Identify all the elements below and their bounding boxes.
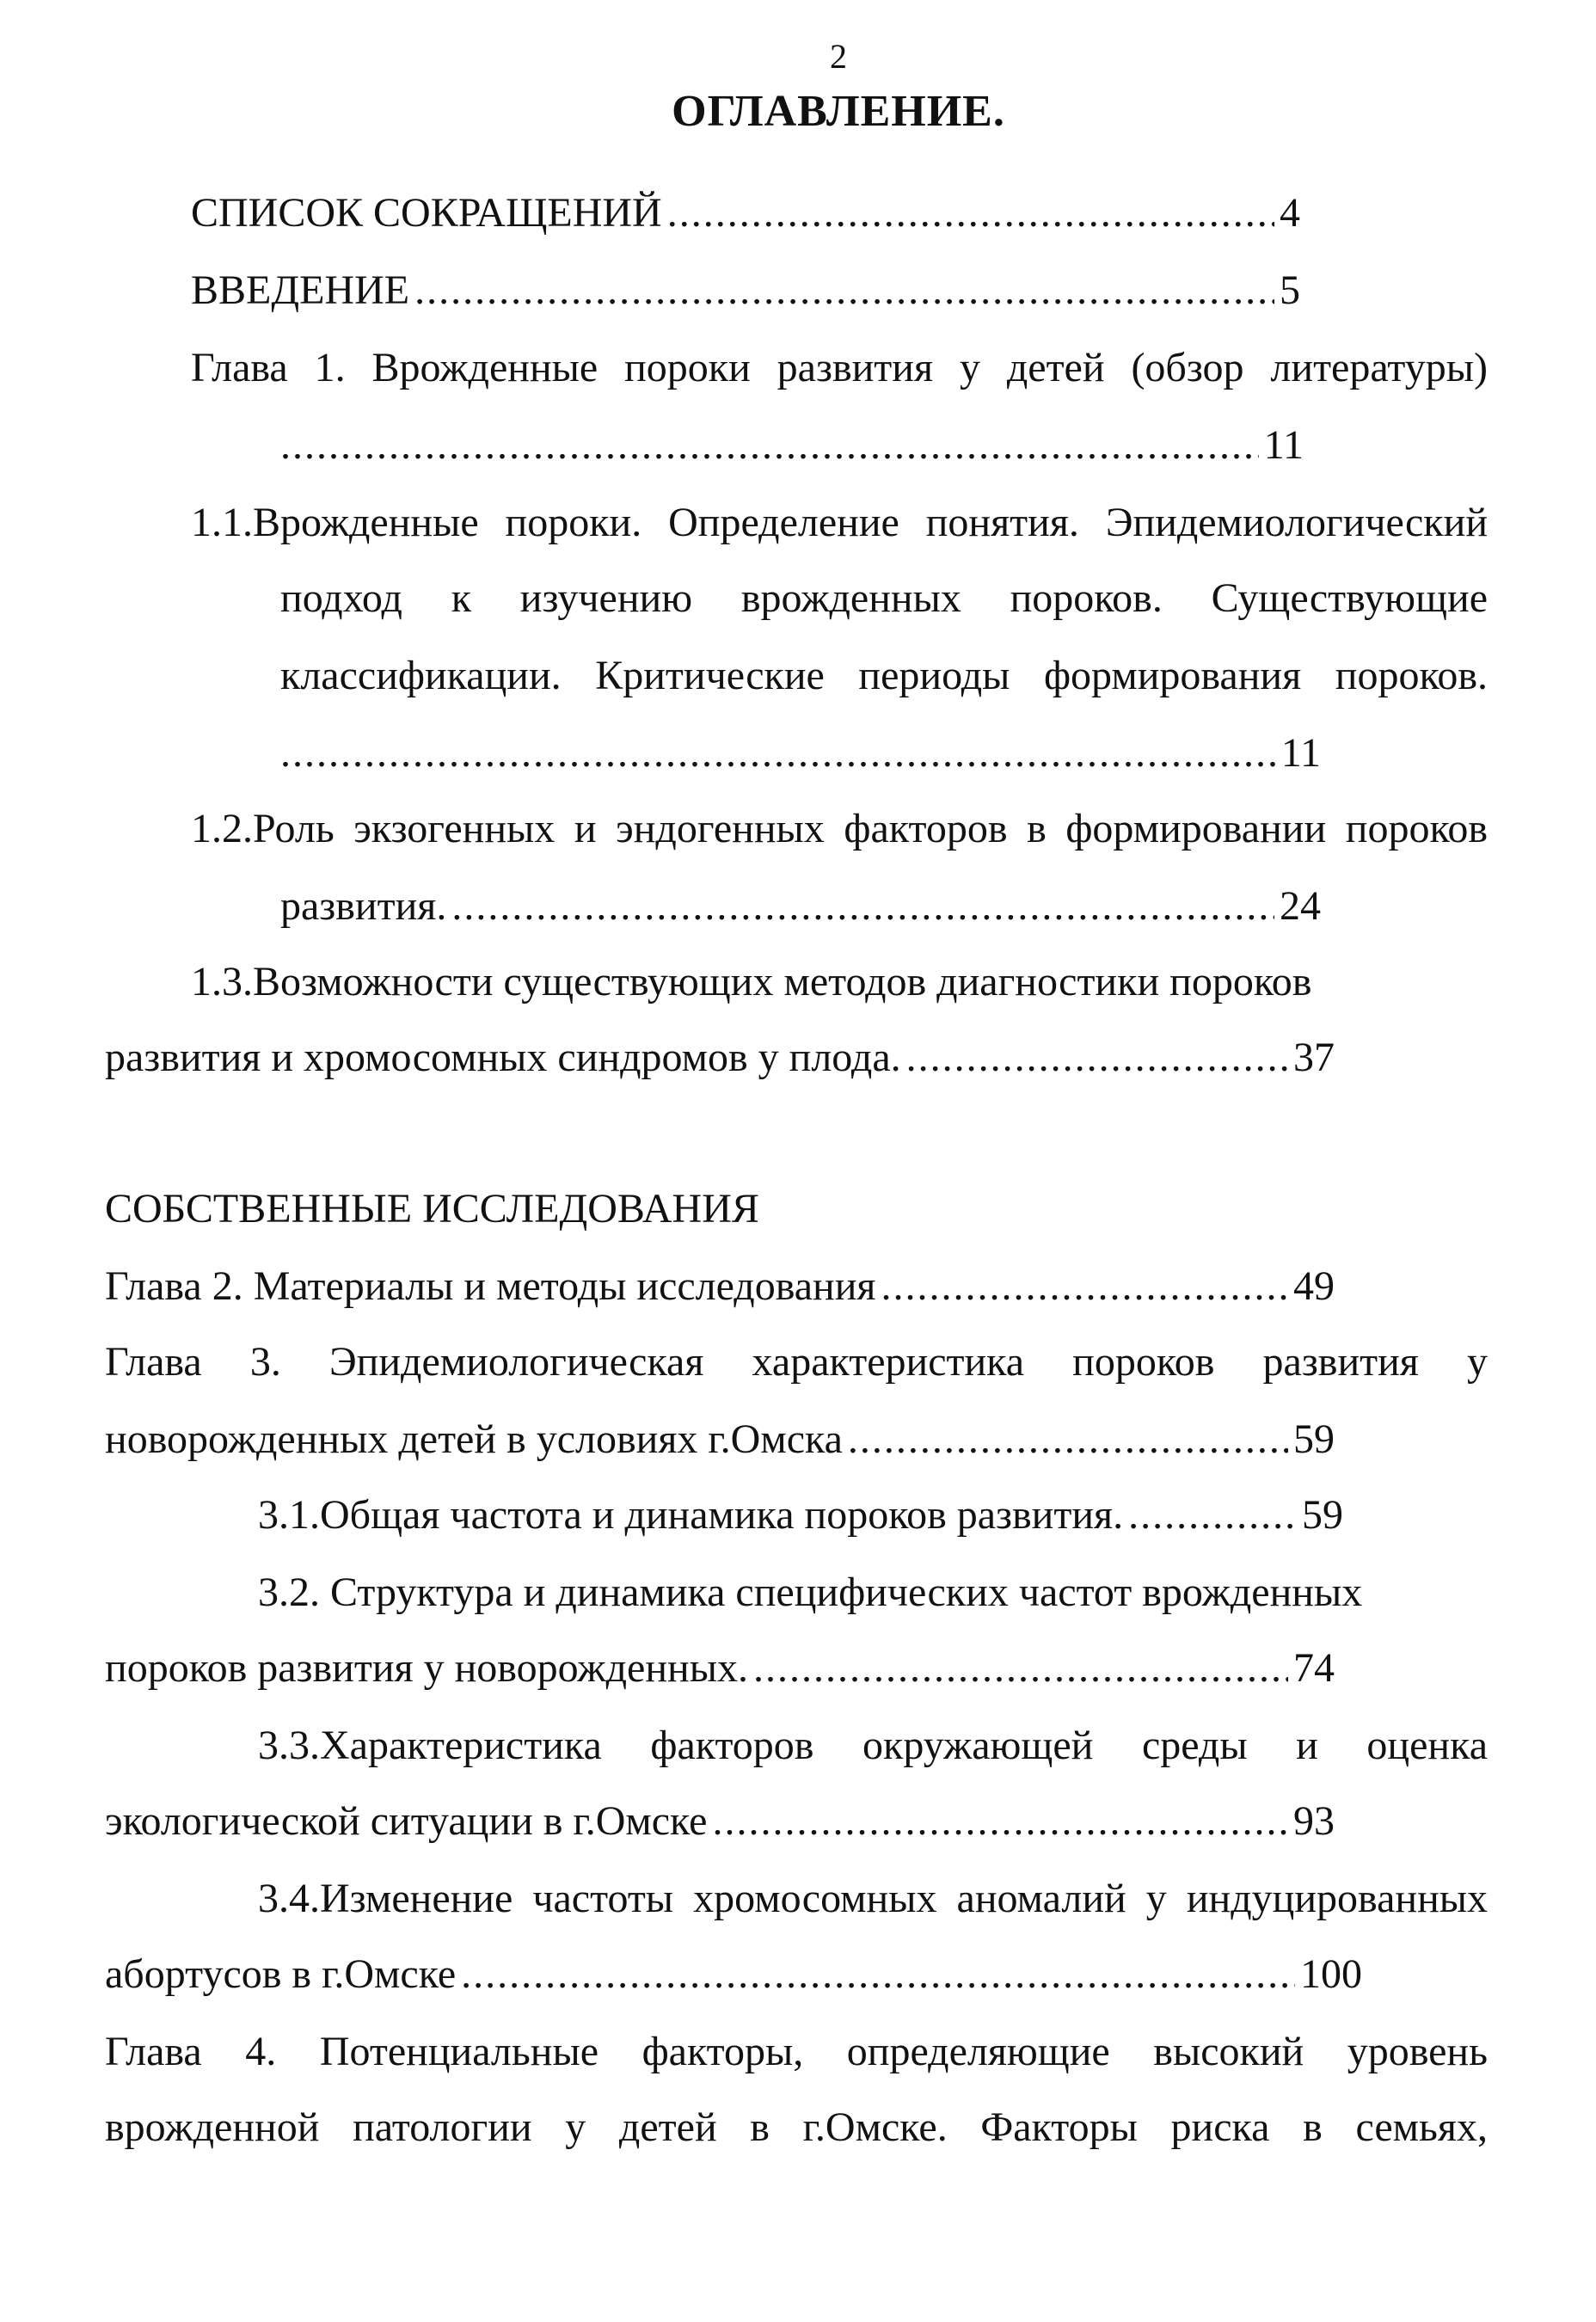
toc-entry-section-3-2[interactable]: 3.2. Структура и динамика специфических частот врожденных [258,1570,1363,1615]
dot-leader [1128,1490,1297,1541]
page-number: 2 [830,37,847,76]
dot-leader [280,728,1276,779]
dot-leader [753,1643,1288,1694]
toc-entry-section-1-2-page[interactable]: развития. ..... 24 [280,881,1321,932]
toc-heading-own-research[interactable]: СОБСТВЕННЫЕ ИССЛЕДОВАНИЯ [105,1186,759,1232]
toc-entry-chapter-4[interactable]: Глава 4. Потенциальные факторы, определяющие высокий уровень [105,2029,1488,2074]
toc-entry-section-1-3-page[interactable]: развития и хромосомных синдромов у плода. ..... 37 [105,1032,1335,1084]
toc-entry-abbreviations[interactable]: СПИСОК СОКРАЩЕНИЙ ..... 4 [191,187,1300,239]
dot-leader [906,1032,1288,1084]
toc-entry-section-1-3[interactable]: 1.3.Возможности существующих методов диагностики пороков [191,959,1312,1004]
toc-entry-chapter-3-page[interactable]: новорожденных детей в условиях г.Омска ..... 59 [105,1414,1335,1465]
dot-leader [280,420,1259,471]
dot-leader [461,1949,1295,2000]
toc-entry-chapter-4-line2: врожденной патологии у детей в г.Омске. Факторы риска в семьях, [105,2104,1488,2150]
toc-entry-section-1-1-page[interactable]: ..... 11 [280,728,1321,779]
toc-entry-chapter-1[interactable]: Глава 1. Врожденные пороки развития у детей (обзор литературы) [191,345,1488,390]
toc-entry-section-3-3[interactable]: 3.3.Характеристика факторов окружающей среды и оценка [258,1723,1488,1768]
dot-leader [414,265,1274,316]
toc-entry-section-1-1-line2: подход к изучению врожденных пороков. Существующие [280,575,1488,621]
toc-entry-section-1-1-line3: классификации. Критические периоды формирования пороков. [280,653,1488,698]
dot-leader [451,881,1274,932]
toc-entry-section-1-1[interactable]: 1.1.Врожденные пороки. Определение понятия. Эпидемиологический [191,500,1488,545]
dot-leader [881,1261,1288,1312]
toc-entry-section-3-3-page[interactable]: экологической ситуации в г.Омске ..... 93 [105,1796,1335,1847]
toc-entry-chapter-3[interactable]: Глава 3. Эпидемиологическая характеристика пороков развития у [105,1339,1488,1385]
toc-entry-section-1-2[interactable]: 1.2.Роль экзогенных и эндогенных факторов в формировании пороков [191,806,1488,851]
toc-entry-section-3-4[interactable]: 3.4.Изменение частоты хромосомных аномалий у индуцированных [258,1876,1488,1921]
toc-entry-section-3-2-page[interactable]: пороков развития у новорожденных. ..... 74 [105,1643,1335,1694]
toc-entry-section-3-1[interactable]: 3.1.Общая частота и динамика пороков развития. ..... 59 [258,1490,1343,1541]
page-title: ОГЛАВЛЕНИЕ. [672,87,1005,136]
toc-entry-chapter-2[interactable]: Глава 2. Материалы и методы исследования ..... 49 [105,1261,1335,1312]
dot-leader [667,187,1274,239]
toc-entry-section-3-4-page[interactable]: абортусов в г.Омске ..... 100 [105,1949,1362,2000]
toc-entry-introduction[interactable]: ВВЕДЕНИЕ ..... 5 [191,265,1300,316]
toc-entry-chapter-1-page[interactable]: ..... 11 [280,420,1304,471]
dot-leader [712,1796,1288,1847]
dot-leader [848,1414,1288,1465]
